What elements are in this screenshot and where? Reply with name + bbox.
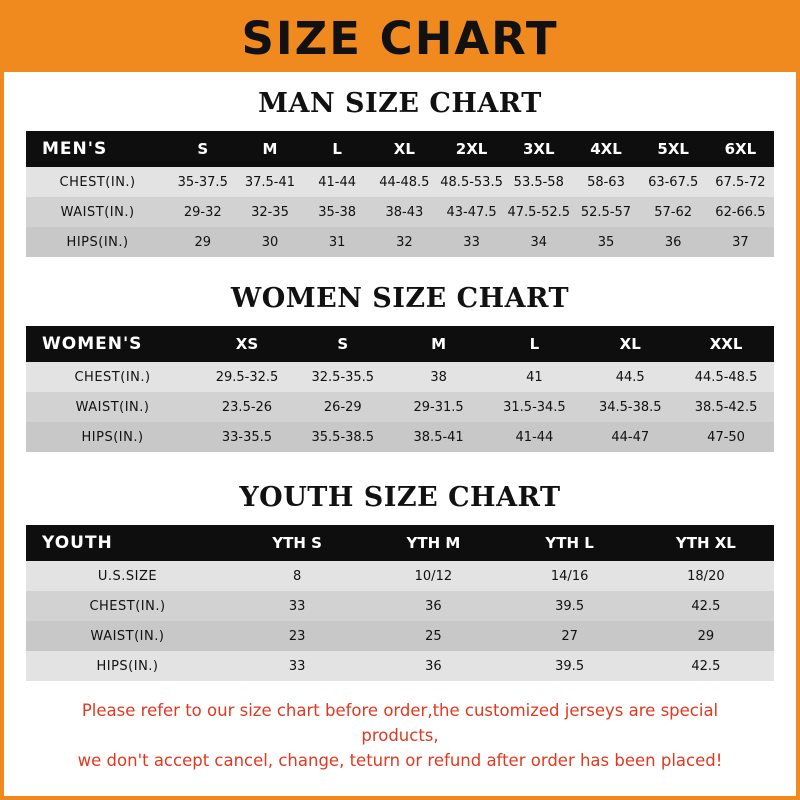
row-label: CHEST(IN.) — [26, 167, 169, 197]
table-cell: 42.5 — [638, 651, 774, 681]
header-cell: YTH XL — [638, 525, 774, 561]
table-cell: 41-44 — [487, 422, 583, 452]
table-header-row — [26, 525, 774, 561]
table-cell: 33 — [229, 651, 365, 681]
row-label: WAIST(IN.) — [26, 621, 229, 651]
table-cell: 23.5-26 — [199, 392, 295, 422]
table-cell: 44.5-48.5 — [678, 362, 774, 392]
table-cell: 63-67.5 — [640, 167, 707, 197]
row-label: HIPS(IN.) — [26, 422, 199, 452]
table-row — [26, 591, 774, 621]
table-row — [26, 621, 774, 651]
row-label: U.S.SIZE — [26, 561, 229, 591]
table-cell: 34 — [505, 227, 572, 257]
header-cell: 5XL — [640, 131, 707, 167]
page-title: SIZE CHART — [241, 11, 559, 65]
header-cell: MEN'S — [26, 131, 169, 167]
content — [4, 88, 796, 773]
row-label: HIPS(IN.) — [26, 227, 169, 257]
table-cell: 47-50 — [678, 422, 774, 452]
table-row — [26, 197, 774, 227]
table-header-row — [26, 326, 774, 362]
table-header-row — [26, 131, 774, 167]
table-cell: 42.5 — [638, 591, 774, 621]
table-row — [26, 167, 774, 197]
section-title-man: MAN SIZE CHART — [258, 88, 542, 119]
table-cell: 26-29 — [295, 392, 391, 422]
section-title-women: WOMEN SIZE CHART — [230, 283, 570, 314]
table-row — [26, 561, 774, 591]
table-cell: 33-35.5 — [199, 422, 295, 452]
table-cell: 44.5 — [582, 362, 678, 392]
table-cell: 32 — [371, 227, 438, 257]
row-label: HIPS(IN.) — [26, 651, 229, 681]
table-cell: 36 — [640, 227, 707, 257]
table-cell: 29 — [638, 621, 774, 651]
table-cell: 33 — [438, 227, 505, 257]
header-cell: XS — [199, 326, 295, 362]
table-cell: 39.5 — [502, 651, 638, 681]
header-cell: M — [391, 326, 487, 362]
table-cell: 36 — [365, 591, 501, 621]
row-label: CHEST(IN.) — [26, 362, 199, 392]
table-cell: 44-48.5 — [371, 167, 438, 197]
table-cell: 52.5-57 — [572, 197, 639, 227]
table-cell: 18/20 — [638, 561, 774, 591]
table-cell: 38.5-42.5 — [678, 392, 774, 422]
table-cell: 14/16 — [502, 561, 638, 591]
table-cell: 58-63 — [572, 167, 639, 197]
table-cell: 53.5-58 — [505, 167, 572, 197]
table-cell: 44-47 — [582, 422, 678, 452]
table-cell: 41 — [487, 362, 583, 392]
table-cell: 36 — [365, 651, 501, 681]
table-cell: 29 — [169, 227, 236, 257]
banner — [4, 4, 796, 72]
table-cell: 35-37.5 — [169, 167, 236, 197]
row-label: WAIST(IN.) — [26, 197, 169, 227]
header-cell: 4XL — [572, 131, 639, 167]
header-cell: YOUTH — [26, 525, 229, 561]
table-cell: 25 — [365, 621, 501, 651]
table-row — [26, 392, 774, 422]
header-cell: S — [295, 326, 391, 362]
table-cell: 32-35 — [236, 197, 303, 227]
row-label: CHEST(IN.) — [26, 591, 229, 621]
header-cell: YTH L — [502, 525, 638, 561]
table-cell: 32.5-35.5 — [295, 362, 391, 392]
header-cell: L — [487, 326, 583, 362]
table-cell: 10/12 — [365, 561, 501, 591]
table-cell: 43-47.5 — [438, 197, 505, 227]
table-cell: 29-31.5 — [391, 392, 487, 422]
table-cell: 35 — [572, 227, 639, 257]
header-cell: L — [304, 131, 371, 167]
header-cell: M — [236, 131, 303, 167]
men-size-table — [26, 131, 774, 257]
table-cell: 39.5 — [502, 591, 638, 621]
table-cell: 62-66.5 — [707, 197, 774, 227]
table-row — [26, 651, 774, 681]
table-cell: 38.5-41 — [391, 422, 487, 452]
table-cell: 41-44 — [304, 167, 371, 197]
table-cell: 57-62 — [640, 197, 707, 227]
table-cell: 35.5-38.5 — [295, 422, 391, 452]
footer-line-2: we don't accept cancel, change, teturn or refund after order has been placed! — [77, 750, 723, 770]
table-cell: 34.5-38.5 — [582, 392, 678, 422]
women-size-table — [26, 326, 774, 452]
header-cell: 6XL — [707, 131, 774, 167]
footer-line-1: Please refer to our size chart before order,the customized jerseys are special products, — [81, 701, 719, 745]
table-cell: 38 — [391, 362, 487, 392]
section-title-youth: YOUTH SIZE CHART — [239, 482, 561, 513]
table-cell: 37 — [707, 227, 774, 257]
youth-size-table — [26, 525, 774, 681]
header-cell: XXL — [678, 326, 774, 362]
table-cell: 37.5-41 — [236, 167, 303, 197]
table-cell: 29-32 — [169, 197, 236, 227]
header-cell: YTH M — [365, 525, 501, 561]
header-cell: YTH S — [229, 525, 365, 561]
table-cell: 67.5-72 — [707, 167, 774, 197]
table-cell: 31.5-34.5 — [487, 392, 583, 422]
table-row — [26, 362, 774, 392]
table-cell: 48.5-53.5 — [438, 167, 505, 197]
footer-note — [44, 699, 756, 773]
header-cell: S — [169, 131, 236, 167]
table-row — [26, 227, 774, 257]
table-cell: 29.5-32.5 — [199, 362, 295, 392]
header-cell: WOMEN'S — [26, 326, 199, 362]
table-cell: 27 — [502, 621, 638, 651]
table-cell: 35-38 — [304, 197, 371, 227]
table-cell: 33 — [229, 591, 365, 621]
row-label: WAIST(IN.) — [26, 392, 199, 422]
table-cell: 30 — [236, 227, 303, 257]
header-cell: 2XL — [438, 131, 505, 167]
table-row — [26, 422, 774, 452]
table-cell: 31 — [304, 227, 371, 257]
table-cell: 47.5-52.5 — [505, 197, 572, 227]
table-cell: 38-43 — [371, 197, 438, 227]
table-cell: 23 — [229, 621, 365, 651]
header-cell: 3XL — [505, 131, 572, 167]
table-cell: 8 — [229, 561, 365, 591]
header-cell: XL — [582, 326, 678, 362]
header-cell: XL — [371, 131, 438, 167]
